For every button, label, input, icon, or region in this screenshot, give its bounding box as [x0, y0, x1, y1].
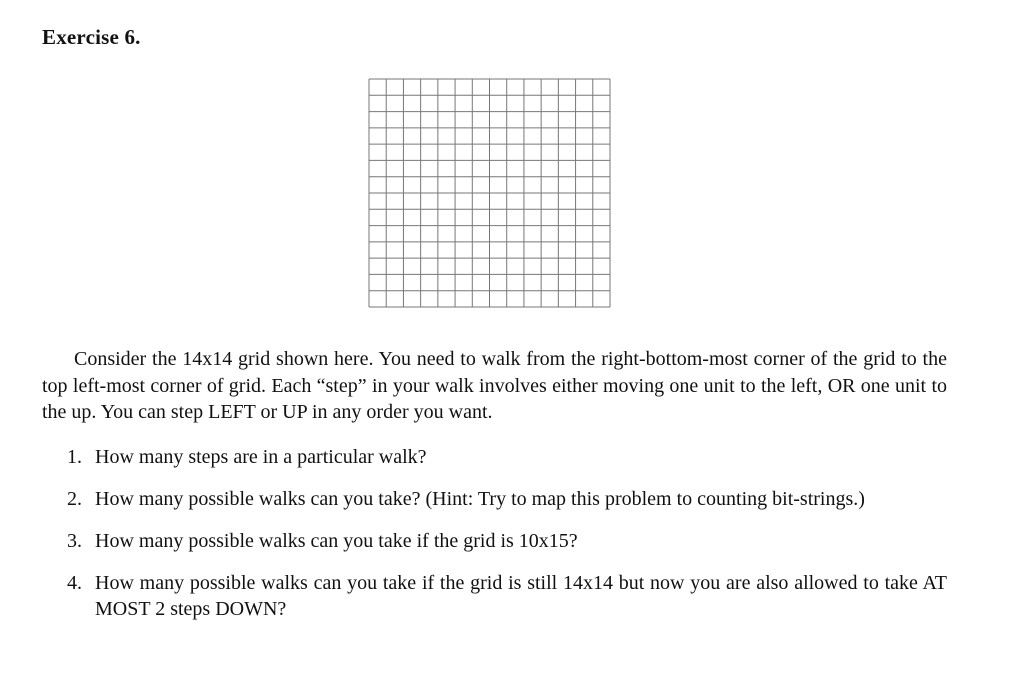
- intro-text: Consider the 14x14 grid shown here. You need to walk from the right-bottom-most corner of the grid to the top left-most corner of grid. Each “step” in your walk involves either moving one unit to the left, OR one unit to the up. You can step LEFT or UP in any order you want.: [42, 348, 947, 423]
- question-item: [42, 528, 947, 554]
- question-item: [42, 444, 947, 470]
- exercise-title: Exercise 6.: [42, 25, 141, 49]
- question-item: [42, 486, 947, 512]
- question-number: 4.: [67, 572, 82, 594]
- question-text: How many steps are in a particular walk?: [95, 446, 427, 468]
- question-text: How many possible walks can you take if the grid is still 14x14 but now you are also allowed to take AT MOST 2 steps DOWN?: [95, 572, 947, 620]
- grid-figure: [368, 78, 611, 308]
- question-text: How many possible walks can you take if the grid is 10x15?: [95, 530, 578, 552]
- question-number: 3.: [67, 530, 82, 552]
- question-text: How many possible walks can you take? (Hint: Try to map this problem to counting bit-strings.): [95, 488, 865, 510]
- question-number: 1.: [67, 446, 82, 468]
- question-number: 2.: [67, 488, 82, 510]
- intro-paragraph: [42, 346, 947, 426]
- question-list: [42, 444, 947, 638]
- grid-svg: [368, 78, 611, 308]
- question-item: [42, 570, 947, 622]
